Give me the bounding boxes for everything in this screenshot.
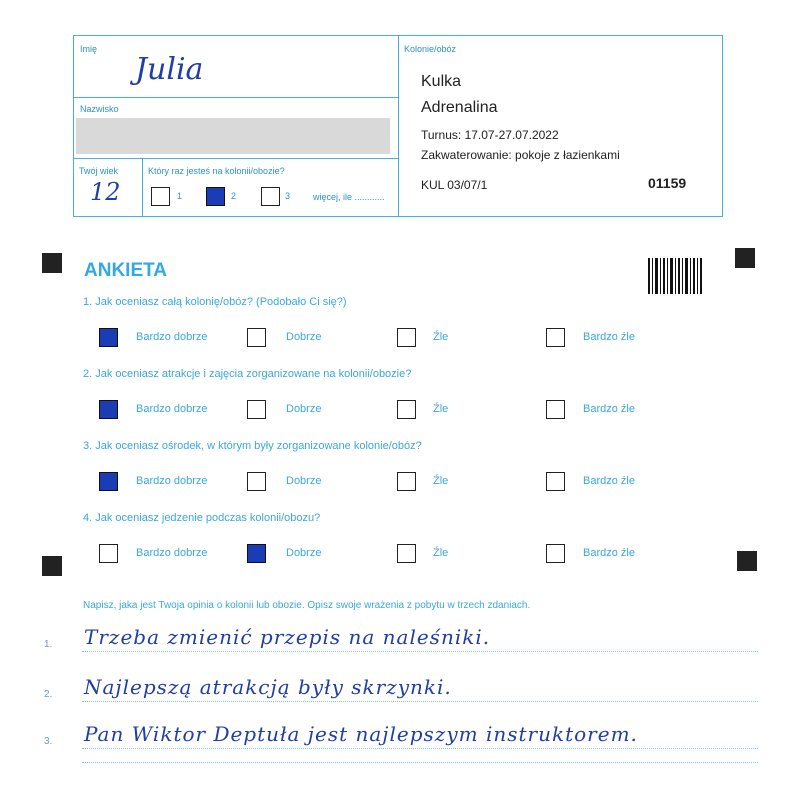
registration-marker-top-right bbox=[735, 248, 755, 268]
opinion-line-1-number: 1. bbox=[44, 639, 53, 650]
question-1-option-4: Bardzo źle bbox=[583, 331, 635, 343]
question-3-option-1: Bardzo dobrze bbox=[136, 475, 208, 487]
question-4-option-4: Bardzo źle bbox=[583, 547, 635, 559]
question-4-option-2: Dobrze bbox=[286, 547, 322, 559]
opinion-prompt: Napisz, jaka jest Twoja opinia o kolonii lub obozie. Opisz swoje wrażenia z pobytu w trzech zdaniach. bbox=[83, 600, 531, 611]
survey-title: ANKIETA bbox=[84, 260, 168, 281]
times-label: Który raz jesteś na kolonii/obozie? bbox=[148, 166, 285, 176]
camp-line2: Adrenalina bbox=[421, 99, 498, 116]
question-2-text: 2. Jak oceniasz atrakcje i zajęcia zorganizowane na kolonii/obozie? bbox=[83, 368, 412, 380]
question-1-option-2: Dobrze bbox=[286, 331, 322, 343]
times-option-1: 1 bbox=[177, 191, 183, 201]
times-checkbox-1[interactable] bbox=[151, 187, 170, 206]
zakwaterowanie: Zakwaterowanie: pokoje z łazienkami bbox=[421, 148, 620, 162]
question-1-option-1: Bardzo dobrze bbox=[136, 331, 208, 343]
question-4-option-3: Źle bbox=[433, 547, 449, 559]
question-1-checkbox-2[interactable] bbox=[247, 328, 266, 347]
age-value[interactable]: 12 bbox=[90, 178, 121, 206]
question-3-checkbox-2[interactable] bbox=[247, 472, 266, 491]
surname-label: Nazwisko bbox=[80, 104, 119, 114]
camp-number: 01159 bbox=[648, 175, 687, 191]
question-4-checkbox-2[interactable] bbox=[247, 544, 266, 563]
opinion-line-1-text[interactable]: Trzeba zmienić przepis na naleśniki. bbox=[84, 625, 491, 649]
turnus: Turnus: 17.07-27.07.2022 bbox=[421, 128, 559, 142]
opinion-line-3-text[interactable]: Pan Wiktor Deptuła jest najlepszym instruktorem. bbox=[84, 722, 638, 746]
question-3-checkbox-4[interactable] bbox=[546, 472, 565, 491]
header-divider-vertical bbox=[398, 35, 399, 217]
header-divider-age bbox=[142, 158, 143, 216]
question-4-checkbox-1[interactable] bbox=[99, 544, 118, 563]
question-4-option-1: Bardzo dobrze bbox=[136, 547, 208, 559]
surname-redacted bbox=[76, 118, 390, 154]
age-label: Twój wiek bbox=[79, 166, 119, 176]
opinion-line-3-number: 3. bbox=[44, 736, 53, 747]
camp-line1: Kulka bbox=[421, 73, 462, 90]
times-more: więcej, ile ............ bbox=[313, 192, 385, 202]
question-1-text: 1. Jak oceniasz całą kolonię/obóz? (Podobało Ci się?) bbox=[83, 296, 347, 308]
times-checkbox-3[interactable] bbox=[261, 187, 280, 206]
question-2-option-2: Dobrze bbox=[286, 403, 322, 415]
question-3-option-4: Bardzo źle bbox=[583, 475, 635, 487]
times-checkbox-2[interactable] bbox=[206, 187, 225, 206]
question-1-checkbox-1[interactable] bbox=[99, 328, 118, 347]
header-divider-surname bbox=[73, 158, 398, 159]
question-1-checkbox-4[interactable] bbox=[546, 328, 565, 347]
question-1-checkbox-3[interactable] bbox=[397, 328, 416, 347]
question-2-option-1: Bardzo dobrze bbox=[136, 403, 208, 415]
opinion-line-1-dotted-rule bbox=[82, 651, 758, 652]
question-3-option-3: Źle bbox=[433, 475, 449, 487]
question-2-checkbox-1[interactable] bbox=[99, 400, 118, 419]
registration-marker-middle-right bbox=[737, 551, 757, 571]
question-2-checkbox-3[interactable] bbox=[397, 400, 416, 419]
name-value[interactable]: Julia bbox=[135, 52, 204, 87]
registration-marker-middle-left bbox=[42, 556, 62, 576]
times-option-2: 2 bbox=[231, 191, 237, 201]
question-3-checkbox-3[interactable] bbox=[397, 472, 416, 491]
opinion-line-3-dotted-rule bbox=[82, 748, 758, 749]
camp-code: KUL 03/07/1 bbox=[421, 178, 488, 192]
name-label: Imię bbox=[80, 44, 98, 54]
question-4-checkbox-3[interactable] bbox=[397, 544, 416, 563]
opinion-line-2-number: 2. bbox=[44, 689, 53, 700]
registration-marker-top-left bbox=[42, 253, 62, 273]
question-4-checkbox-4[interactable] bbox=[546, 544, 565, 563]
question-2-option-4: Bardzo źle bbox=[583, 403, 635, 415]
times-option-3: 3 bbox=[285, 191, 291, 201]
opinion-line-2-text[interactable]: Najlepszą atrakcją były skrzynki. bbox=[84, 675, 452, 699]
question-2-checkbox-2[interactable] bbox=[247, 400, 266, 419]
question-3-text: 3. Jak oceniasz ośrodek, w którym były zorganizowane kolonie/obóz? bbox=[83, 440, 422, 452]
question-3-option-2: Dobrze bbox=[286, 475, 322, 487]
opinion-extra-dotted-rule bbox=[82, 762, 758, 763]
barcode bbox=[648, 258, 702, 294]
question-2-option-3: Źle bbox=[433, 403, 449, 415]
opinion-line-2-dotted-rule bbox=[82, 701, 758, 702]
question-1-option-3: Źle bbox=[433, 331, 449, 343]
question-3-checkbox-1[interactable] bbox=[99, 472, 118, 491]
camp-label: Kolonie/obóz bbox=[404, 44, 457, 54]
question-2-checkbox-4[interactable] bbox=[546, 400, 565, 419]
header-divider-name bbox=[73, 97, 398, 98]
question-4-text: 4. Jak oceniasz jedzenie podczas kolonii/obozu? bbox=[83, 512, 321, 524]
